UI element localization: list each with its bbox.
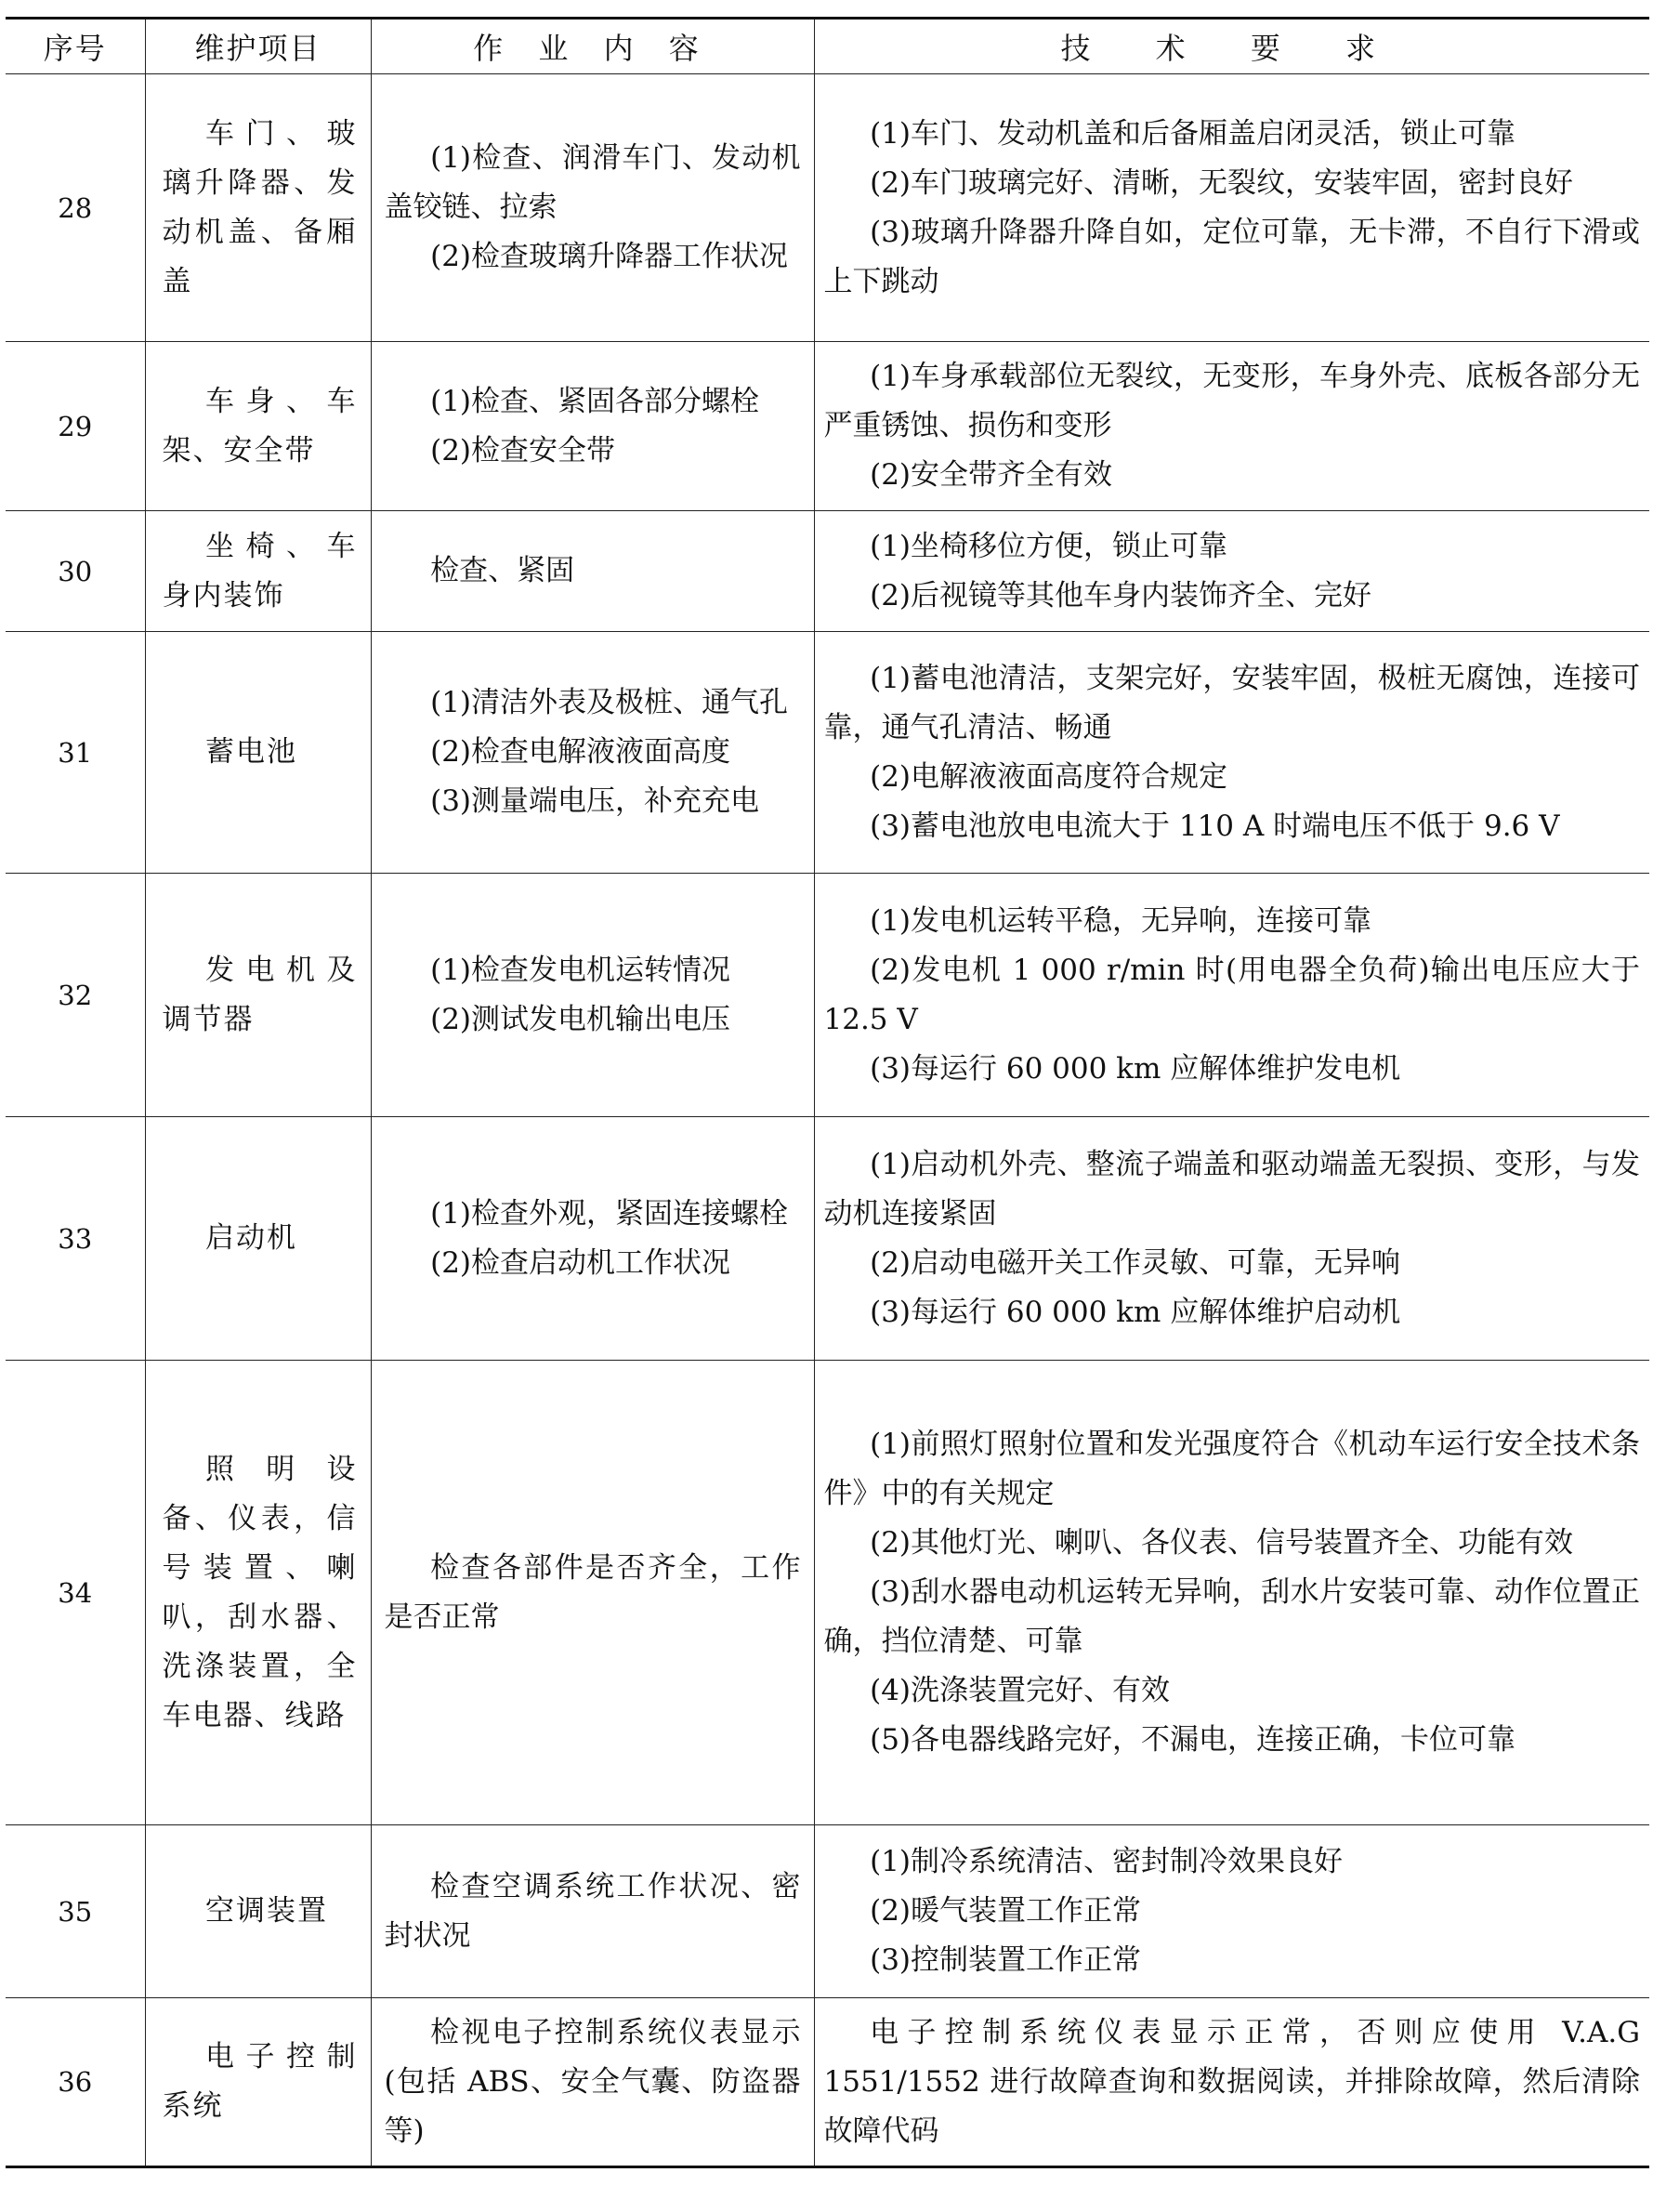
- maintenance-item-cell: [145, 632, 371, 874]
- row-number: 34: [6, 1361, 145, 1825]
- requirement: (1)蓄电池清洁，支架完好，安装牢固，极桩无腐蚀，连接可靠，通气孔清洁、畅通: [823, 661, 1640, 744]
- requirement: (1)前照灯照射位置和发光强度符合《机动车运行安全技术条件》中的有关规定: [823, 1428, 1640, 1510]
- row-number: 29: [6, 342, 145, 511]
- table-row: [6, 874, 1649, 1117]
- maintenance-table: [6, 17, 1649, 2168]
- maintenance-item: 启动机: [205, 1221, 297, 1255]
- requirement: (3)玻璃升降器升降自如，定位可靠，无卡滞，不自行下滑或上下跳动: [823, 215, 1640, 298]
- header-work: 作 业 内 容: [371, 19, 814, 74]
- work-step: 检查、紧固: [430, 554, 575, 587]
- maintenance-item-cell: [145, 1361, 371, 1825]
- requirements-cell: [814, 74, 1649, 342]
- requirement: (3)蓄电池放电电流大于 110 A 时端电压不低于 9.6 V: [870, 809, 1560, 843]
- work-step: 检查各部件是否齐全，工作是否正常: [384, 1550, 801, 1634]
- table-row: [6, 74, 1649, 342]
- table-row: [6, 511, 1649, 632]
- table-body: [6, 74, 1649, 2167]
- work-content-cell: [371, 874, 814, 1117]
- table-row: [6, 1825, 1649, 1998]
- maintenance-item: 空调装置: [205, 1894, 328, 1928]
- requirement: (2)启动电磁开关工作灵敏、可靠，无异响: [870, 1245, 1401, 1280]
- work-content-cell: [371, 1361, 814, 1825]
- work-step: (2)检查启动机工作状况: [430, 1245, 731, 1280]
- requirement: (3)刮水器电动机运转无异响，刮水片安装可靠、动作位置正确，挡位清楚、可靠: [823, 1575, 1640, 1658]
- requirements-cell: [814, 632, 1649, 874]
- work-step: (1)检查发电机运转情况: [430, 953, 731, 987]
- work-step: (2)检查安全带: [430, 433, 616, 467]
- header-row: [6, 19, 1649, 74]
- requirement: (2)车门玻璃完好、清晰，无裂纹，安装牢固，密封良好: [870, 165, 1574, 200]
- table-row: [6, 1998, 1649, 2167]
- requirement: (3)每运行 60 000 km 应解体维护启动机: [870, 1295, 1401, 1329]
- requirement: (1)车门、发动机盖和后备厢盖启闭灵活，锁止可靠: [870, 116, 1516, 151]
- requirement: (3)控制装置工作正常: [870, 1943, 1142, 1977]
- requirement: (1)启动机外壳、整流子端盖和驱动端盖无裂损、变形，与发动机连接紧固: [823, 1147, 1640, 1231]
- requirements-cell: [814, 1998, 1649, 2167]
- work-step: 检查空调系统工作状况、密封状况: [384, 1869, 801, 1953]
- requirements-cell: [814, 1117, 1649, 1361]
- requirement: (2)其他灯光、喇叭、各仪表、信号装置齐全、功能有效: [870, 1526, 1574, 1560]
- maintenance-item: 坐椅、车身内装饰: [162, 529, 358, 612]
- requirement: (2)安全带齐全有效: [870, 458, 1113, 492]
- table-row: [6, 342, 1649, 511]
- work-content-cell: [371, 1117, 814, 1361]
- maintenance-item: 车门、玻璃升降器、发动机盖、备厢盖: [162, 116, 358, 298]
- work-content-cell: [371, 1998, 814, 2167]
- work-step: 检视电子控制系统仪表显示(包括 ABS、安全气囊、防盗器等): [384, 2015, 801, 2148]
- requirement: (1)制冷系统清洁、密封制冷效果良好: [870, 1845, 1344, 1878]
- row-number: 30: [6, 511, 145, 632]
- row-number: 33: [6, 1117, 145, 1361]
- header-requirements: 技 术 要 求: [814, 19, 1649, 74]
- row-number: 36: [6, 1998, 145, 2167]
- requirement: (5)各电器线路完好，不漏电，连接正确，卡位可靠: [870, 1723, 1516, 1757]
- requirements-cell: [814, 511, 1649, 632]
- maintenance-item-cell: [145, 874, 371, 1117]
- table-row: [6, 1117, 1649, 1361]
- work-step: (1)检查外观，紧固连接螺栓: [430, 1196, 789, 1231]
- requirement: (1)发电机运转平稳，无异响，连接可靠: [870, 903, 1372, 938]
- work-step: (1)检查、润滑车门、发动机盖铰链、拉索: [384, 141, 801, 224]
- row-number: 31: [6, 632, 145, 874]
- requirement: (2)发电机 1 000 r/min 时(用电器全负荷)输出电压应大于 12.5 V: [823, 953, 1640, 1036]
- work-content-cell: [371, 511, 814, 632]
- row-number: 35: [6, 1825, 145, 1998]
- requirements-cell: [814, 1361, 1649, 1825]
- work-content-cell: [371, 1825, 814, 1998]
- requirements-cell: [814, 1825, 1649, 1998]
- work-step: (1)清洁外表及极桩、通气孔: [430, 686, 789, 719]
- maintenance-item: 车身、车架、安全带: [162, 384, 358, 467]
- requirement: (2)电解液液面高度符合规定: [870, 759, 1228, 794]
- work-step: (2)测试发电机输出电压: [430, 1002, 731, 1036]
- requirement: (1)车身承载部位无裂纹，无变形，车身外壳、底板各部分无严重锈蚀、损伤和变形: [823, 360, 1640, 442]
- work-step: (2)检查玻璃升降器工作状况: [430, 240, 789, 273]
- requirement: (4)洗涤装置完好、有效: [870, 1674, 1171, 1707]
- work-step: (2)检查电解液液面高度: [430, 735, 731, 769]
- work-step: (1)检查、紧固各部分螺栓: [430, 384, 760, 418]
- maintenance-item: 电子控制系统: [162, 2040, 358, 2123]
- table-row: [6, 632, 1649, 874]
- maintenance-item: 照明设备、仪表，信号装置、喇叭，刮水器、洗涤装置，全车电器、线路: [162, 1452, 358, 1732]
- maintenance-item-cell: [145, 1998, 371, 2167]
- maintenance-item-cell: [145, 74, 371, 342]
- requirement: (2)暖气装置工作正常: [870, 1894, 1142, 1928]
- maintenance-item-cell: [145, 1825, 371, 1998]
- header-item: 维护项目: [145, 19, 371, 74]
- maintenance-item-cell: [145, 342, 371, 511]
- requirements-cell: [814, 874, 1649, 1117]
- maintenance-item-cell: [145, 1117, 371, 1361]
- work-content-cell: [371, 342, 814, 511]
- requirement: (1)坐椅移位方便，锁止可靠: [870, 529, 1228, 563]
- work-content-cell: [371, 74, 814, 342]
- row-number: 32: [6, 874, 145, 1117]
- requirement: (3)每运行 60 000 km 应解体维护发电机: [870, 1051, 1401, 1086]
- maintenance-item-cell: [145, 511, 371, 632]
- requirement: (2)后视镜等其他车身内装饰齐全、完好: [870, 578, 1372, 612]
- header-no: 序号: [6, 19, 145, 74]
- requirement: 电子控制系统仪表显示正常，否则应使用 V.A.G 1551/1552 进行故障查询和数据阅读，并排除故障，然后清除故障代码: [823, 2015, 1640, 2148]
- requirements-cell: [814, 342, 1649, 511]
- maintenance-item: 发电机及调节器: [162, 953, 358, 1036]
- work-step: (3)测量端电压，补充充电: [430, 784, 760, 818]
- work-content-cell: [371, 632, 814, 874]
- table-row: [6, 1361, 1649, 1825]
- maintenance-item: 蓄电池: [205, 735, 297, 769]
- row-number: 28: [6, 74, 145, 342]
